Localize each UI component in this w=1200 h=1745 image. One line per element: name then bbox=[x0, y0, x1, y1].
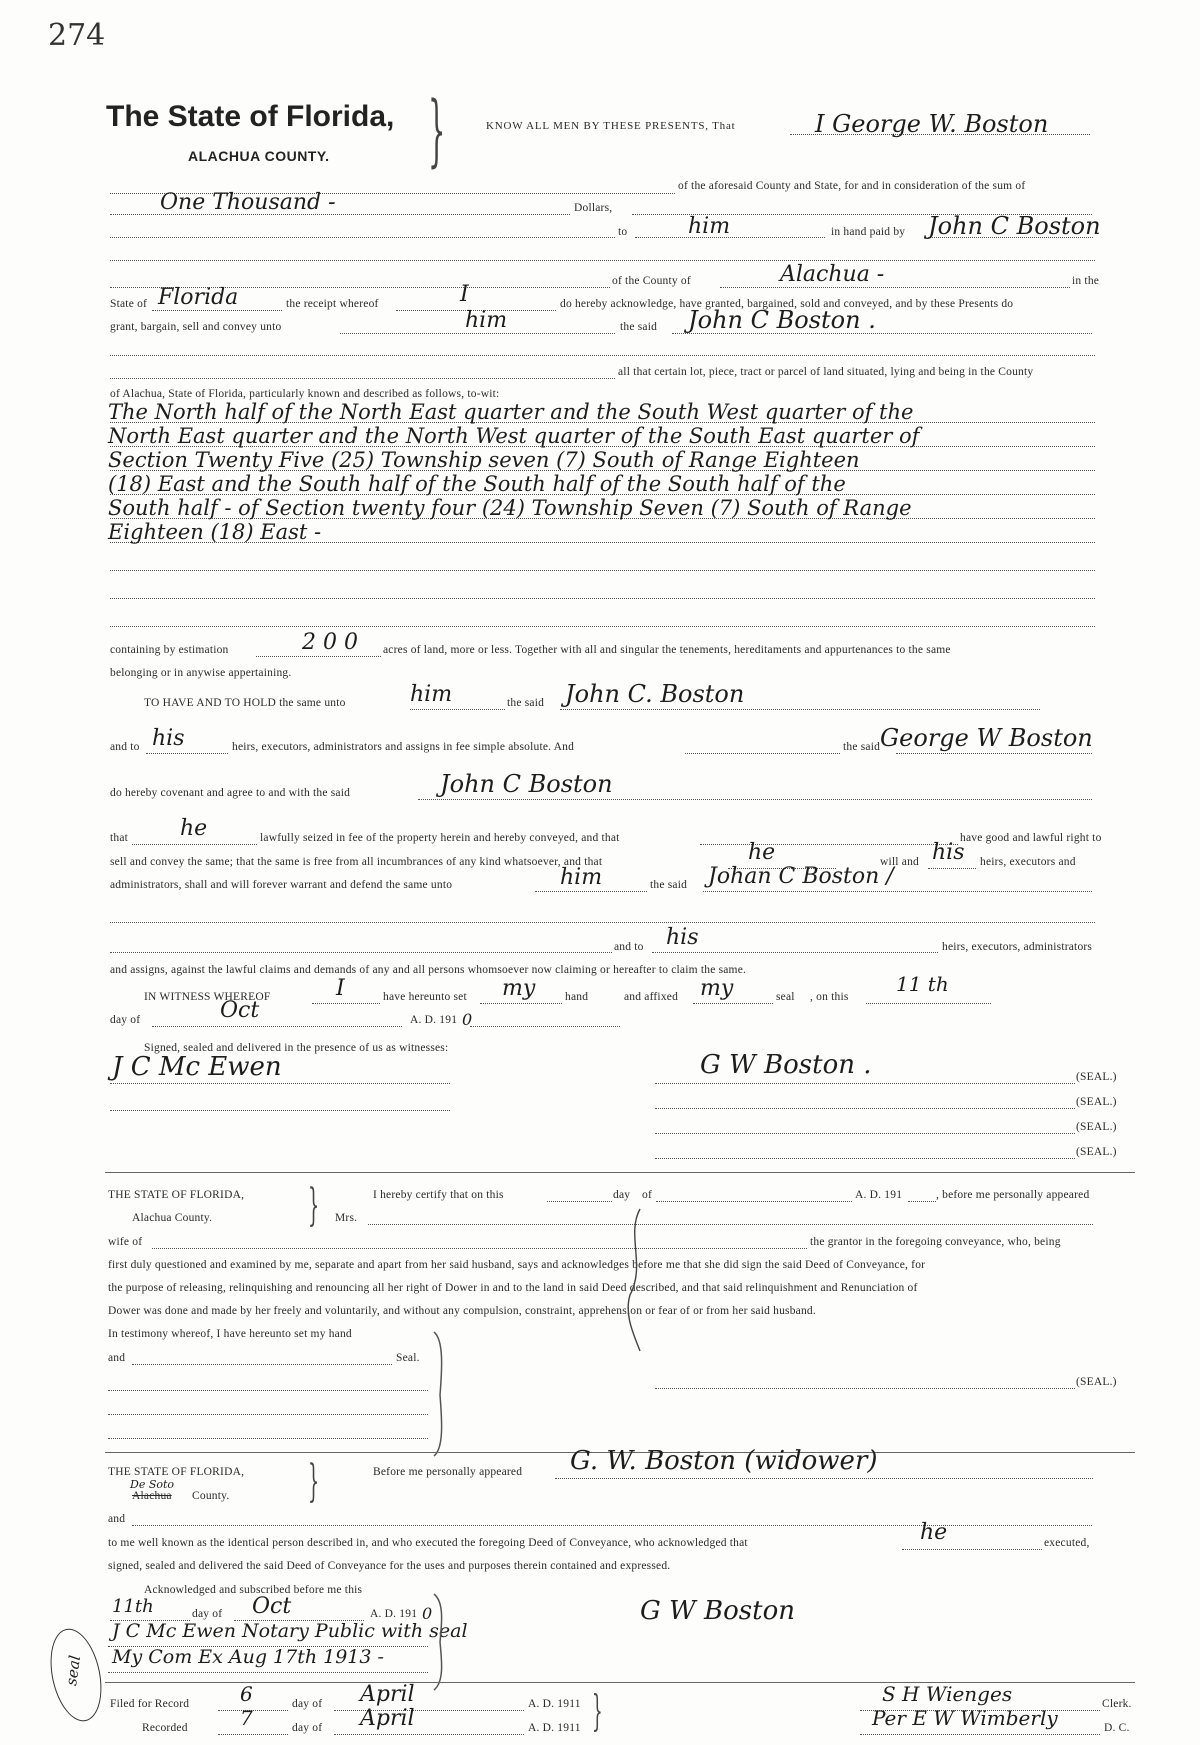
signature-line bbox=[655, 1158, 1075, 1159]
ack-month-handwriting: Oct bbox=[252, 1594, 292, 1619]
and-to2-line bbox=[652, 952, 938, 953]
and-said-handwriting: George W Boston bbox=[880, 724, 1093, 752]
know-all-text: KNOW ALL MEN BY THESE PRESENTS, That bbox=[486, 120, 736, 132]
ack-county-handwriting: De Soto bbox=[130, 1478, 175, 1491]
will-and-text: will and bbox=[880, 856, 919, 868]
dower-county: Alachua County. bbox=[132, 1212, 213, 1224]
sell-line2 bbox=[928, 868, 976, 869]
month-line bbox=[152, 1026, 402, 1027]
fill-line bbox=[110, 355, 1095, 356]
and-to-line bbox=[146, 753, 228, 754]
admin-line bbox=[535, 891, 647, 892]
ack-brace-right bbox=[430, 1592, 450, 1692]
recorded-day-handwriting: 7 bbox=[240, 1706, 253, 1730]
fill-line bbox=[700, 844, 958, 845]
ack-county: County. bbox=[192, 1490, 230, 1502]
ack-ad: A. D. 191 bbox=[370, 1608, 418, 1620]
fill-line bbox=[108, 1438, 428, 1439]
admin-name-handwriting: Johan C Boston / bbox=[708, 864, 894, 889]
filed-day-line bbox=[218, 1710, 288, 1711]
acres-handwriting: 2 0 0 bbox=[302, 630, 358, 655]
that-text: that bbox=[110, 832, 129, 844]
section-divider bbox=[105, 1172, 1135, 1173]
witness1-line bbox=[110, 1083, 450, 1084]
of-county-text: of the County of bbox=[612, 275, 691, 287]
witness-handwriting: I bbox=[336, 976, 345, 1001]
heirs-exec-and-text: heirs, executors and bbox=[980, 856, 1076, 868]
dollars-text: Dollars, bbox=[574, 202, 613, 214]
notary-seal-text: seal bbox=[62, 1654, 85, 1687]
and-to2-text: and to bbox=[614, 941, 644, 953]
filed-text: Filed for Record bbox=[110, 1698, 190, 1710]
aforesaid-text: of the aforesaid County and State, for and in consideration of the sum of bbox=[678, 180, 1026, 192]
my2-handwriting: my bbox=[700, 976, 734, 1001]
covenant-text: do hereby covenant and agree to and with the said bbox=[110, 787, 351, 799]
description-line: Eighteen (18) East - bbox=[108, 520, 322, 544]
fill-line bbox=[368, 1224, 1093, 1225]
ack-brace: } bbox=[308, 1456, 320, 1507]
and-to-text: and to bbox=[110, 741, 140, 753]
day-of-text: day of bbox=[110, 1014, 141, 1026]
assigns-text: and assigns, against the lawful claims and demands of any and all persons whomsoever now claiming or hereafter to claim the same. bbox=[110, 964, 747, 976]
and-said-text: the said bbox=[843, 741, 881, 753]
state-line bbox=[152, 310, 282, 311]
seal-label: (SEAL.) bbox=[1076, 1121, 1117, 1133]
covenant-line bbox=[418, 799, 1092, 800]
state-handwriting: Florida bbox=[158, 285, 239, 310]
in-the-text: in the bbox=[1072, 275, 1100, 287]
have-said-text: the said bbox=[507, 697, 545, 709]
dower-margin-mark bbox=[622, 1205, 652, 1355]
fill-line bbox=[110, 237, 615, 238]
payer-handwriting: John C Boston bbox=[928, 212, 1101, 240]
desc-line bbox=[110, 626, 1095, 627]
filed-day-of: day of bbox=[292, 1698, 323, 1710]
sell-handwriting-2: his bbox=[932, 840, 965, 865]
ack-known-text: to me well known as the identical person described in, and who executed the foregoing Deed of Conveyance, who acknowledged that bbox=[108, 1537, 748, 1549]
signature-line bbox=[655, 1133, 1075, 1134]
heirs-text: heirs, executors, administrators and assigns in fee simple absolute. And bbox=[232, 741, 575, 753]
record-brace: } bbox=[592, 1686, 603, 1735]
have-good-text: have good and lawful right to bbox=[960, 832, 1102, 844]
unto-line bbox=[340, 333, 615, 334]
state-of-text: State of bbox=[110, 298, 148, 310]
ack-appeared-handwriting: G. W. Boston (widower) bbox=[570, 1446, 878, 1476]
ad-text: A. D. 191 bbox=[410, 1014, 458, 1026]
hand-text: hand bbox=[565, 991, 589, 1003]
fill-line bbox=[547, 1201, 612, 1202]
receipt-handwriting: I bbox=[460, 282, 469, 307]
signature-line bbox=[655, 1108, 1075, 1109]
that-handwriting: he bbox=[180, 816, 208, 841]
fill-line bbox=[685, 753, 840, 754]
receipt-whereof-text: the receipt whereof bbox=[286, 298, 379, 310]
ack-day-handwriting: 11th bbox=[112, 1596, 154, 1617]
belonging-text: belonging or in anywise appertaining. bbox=[110, 667, 292, 679]
ack-signed-text: signed, sealed and delivered the said Deed of Conveyance for the uses and purposes therein contained and expressed. bbox=[108, 1560, 671, 1572]
fill-line bbox=[110, 378, 615, 379]
fill-line bbox=[132, 1525, 1092, 1526]
acres-line bbox=[256, 656, 381, 657]
fill-line bbox=[132, 1364, 392, 1365]
ack-state: THE STATE OF FLORIDA, bbox=[108, 1466, 245, 1478]
that-line bbox=[132, 844, 257, 845]
month-handwriting: Oct bbox=[220, 998, 260, 1023]
witness-whereof-text: IN WITNESS WHEREOF bbox=[144, 991, 271, 1003]
description-line: South half - of Section twenty four (24) Township Seven (7) South of Range bbox=[108, 496, 912, 520]
fill-line bbox=[108, 1414, 428, 1415]
sell-handwriting-1: he bbox=[748, 840, 776, 865]
all-that-certain-text: all that certain lot, piece, tract or parcel of land situated, lying and being in the County bbox=[618, 366, 1034, 378]
have-line bbox=[410, 709, 505, 710]
appeared-line bbox=[555, 1478, 1093, 1479]
county-handwriting: Alachua - bbox=[780, 262, 885, 287]
dower-brace: } bbox=[308, 1180, 320, 1231]
grantor-signature: G W Boston . bbox=[700, 1050, 872, 1080]
dc-label: D. C. bbox=[1104, 1722, 1130, 1734]
admin-said-text: the said bbox=[650, 879, 688, 891]
and-to2-handwriting: his bbox=[666, 925, 699, 950]
witness-line bbox=[312, 1003, 380, 1004]
sum-handwriting: One Thousand - bbox=[160, 190, 336, 215]
page-number: 274 bbox=[48, 18, 106, 53]
ack-year-handwriting: 0 bbox=[422, 1604, 433, 1623]
admin-handwriting: him bbox=[560, 865, 603, 890]
ack-and: and bbox=[108, 1513, 126, 1525]
my2-line bbox=[693, 1003, 773, 1004]
lawfully-text: lawfully seized in fee of the property herein and hereby conveyed, and that bbox=[260, 832, 620, 844]
notary-seal-stamp bbox=[43, 1624, 109, 1726]
ack-county-struck: Alachua bbox=[132, 1490, 172, 1502]
day-line bbox=[866, 1003, 991, 1004]
dower-and: and bbox=[108, 1352, 126, 1364]
ack-signature: G W Boston bbox=[640, 1596, 795, 1626]
dc-handwriting: Per E W Wimberly bbox=[872, 1706, 1058, 1730]
recorded-month-line bbox=[334, 1734, 524, 1735]
signed-sealed-text: Signed, sealed and delivered in the presence of us as witnesses: bbox=[144, 1042, 449, 1054]
recorded-ad: A. D. 1911 bbox=[528, 1722, 581, 1734]
year-handwriting: 0 bbox=[462, 1010, 473, 1029]
fill-line bbox=[110, 922, 1095, 923]
heirs-exec-admin-text: heirs, executors, administrators bbox=[942, 941, 1093, 953]
dower-mrs: Mrs. bbox=[335, 1212, 358, 1224]
ack-commission-handwriting: My Com Ex Aug 17th 1913 - bbox=[112, 1646, 384, 1668]
county-line bbox=[720, 287, 1070, 288]
sell-convey-text: sell and convey the same; that the same is free from all incumbrances of any kind whatsoever, and that bbox=[110, 856, 603, 868]
have-name-handwriting: John C. Boston bbox=[565, 680, 745, 708]
containing-text: containing by estimation bbox=[110, 644, 229, 656]
desc-line bbox=[110, 570, 1095, 571]
county-title: ALACHUA COUNTY. bbox=[188, 148, 330, 164]
fill-line bbox=[656, 1201, 852, 1202]
witness2-line bbox=[110, 1110, 450, 1111]
description-line: (18) East and the South half of the South half of the South half of the bbox=[108, 472, 846, 496]
the-said-text: the said bbox=[620, 321, 658, 333]
to-handwriting: him bbox=[688, 214, 731, 239]
and-to-handwriting: his bbox=[152, 726, 185, 751]
dower-line2: the purpose of releasing, relinquishing and renouncing all her right of Dower in and to the land in said Deed described, and that said relinquishment and Renunciation of bbox=[108, 1282, 918, 1294]
have-name-line bbox=[560, 709, 1040, 710]
dower-testimony: In testimony whereof, I have hereunto set my hand bbox=[108, 1328, 352, 1340]
dower-state: THE STATE OF FLORIDA, bbox=[108, 1189, 245, 1201]
seal-label: (SEAL.) bbox=[1076, 1096, 1117, 1108]
dower-testimony-brace bbox=[430, 1330, 450, 1460]
my-handwriting: my bbox=[502, 976, 536, 1001]
grantee-handwriting: John C Boston . bbox=[688, 306, 876, 334]
fill-line bbox=[108, 1672, 428, 1673]
have-handwriting: him bbox=[410, 682, 453, 707]
acknowledge-text: do hereby acknowledge, have granted, bargained, sold and conveyed, and by these Presents do bbox=[560, 298, 1014, 310]
fill-line bbox=[110, 952, 612, 953]
fill-line bbox=[908, 1201, 936, 1202]
filed-ad: A. D. 1911 bbox=[528, 1698, 581, 1710]
to-have-text: TO HAVE AND TO HOLD the same unto bbox=[144, 697, 346, 709]
signature-line bbox=[655, 1083, 1075, 1084]
unto-handwriting: him bbox=[465, 308, 508, 333]
fill-line bbox=[470, 1026, 620, 1027]
seal-label: (SEAL.) bbox=[1076, 1146, 1117, 1158]
state-title: The State of Florida, bbox=[106, 100, 395, 133]
ack-day-of: day of bbox=[192, 1608, 223, 1620]
recorded-month-handwriting: April bbox=[360, 1706, 415, 1731]
covenant-handwriting: John C Boston bbox=[440, 770, 613, 798]
dower-before-me: , before me personally appeared bbox=[936, 1189, 1090, 1201]
header-brace: } bbox=[428, 86, 446, 176]
clerk-label: Clerk. bbox=[1102, 1698, 1132, 1710]
ack-notary-handwriting: J C Mc Ewen Notary Public with seal bbox=[112, 1620, 468, 1642]
and-affixed-text: and affixed bbox=[624, 991, 679, 1003]
administrators-text: administrators, shall and will forever warrant and defend the same unto bbox=[110, 879, 453, 891]
description-line: The North half of the North East quarter and the South West quarter of the bbox=[108, 400, 914, 424]
of-alachua-text: of Alachua, State of Florida, particularly known and described as follows, to-wit: bbox=[110, 388, 500, 400]
dower-seal: Seal. bbox=[396, 1352, 420, 1364]
admin-name-line bbox=[703, 891, 1092, 892]
dower-line3: Dower was done and made by her freely and voluntarily, and without any compulsion, constraint, apprehension or fear of or from her said husband. bbox=[108, 1305, 816, 1317]
description-line: North East quarter and the North West quarter of the South East quarter of bbox=[108, 424, 920, 448]
known-line bbox=[902, 1549, 1042, 1550]
dower-certify: I hereby certify that on this bbox=[373, 1189, 504, 1201]
ack-acknowledged: Acknowledged and subscribed before me this bbox=[144, 1584, 363, 1596]
description-line: Section Twenty Five (25) Township seven (7) South of Range Eighteen bbox=[108, 448, 860, 472]
dower-of: of bbox=[642, 1189, 652, 1201]
ack-known-handwriting: he bbox=[920, 1520, 948, 1545]
dower-line1: first duly questioned and examined by me, separate and apart from her said husband, says and acknowledges before me that she did sign the said Deed of Conveyance, for bbox=[108, 1259, 926, 1271]
fill-line bbox=[110, 260, 1095, 261]
dower-wife-of: wife of bbox=[108, 1236, 143, 1248]
filed-day-handwriting: 6 bbox=[240, 1682, 253, 1706]
dower-grantor: the grantor in the foregoing conveyance, who, being bbox=[810, 1236, 1061, 1248]
acres-text: acres of land, more or less. Together with all and singular the tenements, hereditaments and appurtenances to the same bbox=[383, 644, 951, 656]
on-this-text: , on this bbox=[810, 991, 849, 1003]
have-hereunto-text: have hereunto set bbox=[383, 991, 467, 1003]
my-line bbox=[480, 1003, 562, 1004]
seal-label: (SEAL.) bbox=[1076, 1071, 1117, 1083]
grant-text: grant, bargain, sell and convey unto bbox=[110, 321, 282, 333]
fill-line bbox=[152, 1248, 807, 1249]
recorded-day-of: day of bbox=[292, 1722, 323, 1734]
to-text: to bbox=[618, 226, 628, 238]
in-hand-paid-text: in hand paid by bbox=[831, 226, 906, 238]
recorded-text: Recorded bbox=[142, 1722, 188, 1734]
clerk-handwriting: S H Wienges bbox=[882, 1682, 1013, 1706]
ack-before-me: Before me personally appeared bbox=[373, 1466, 523, 1478]
dower-ad: A. D. 191 bbox=[855, 1189, 903, 1201]
day-handwriting: 11 th bbox=[896, 972, 949, 996]
grantor-handwriting: I George W. Boston bbox=[815, 110, 1049, 138]
filed-month-handwriting: April bbox=[360, 1682, 415, 1707]
witness1-handwriting: J C Mc Ewen bbox=[112, 1052, 282, 1082]
dower-seal-label: (SEAL.) bbox=[1076, 1376, 1117, 1388]
ack-executed: executed, bbox=[1044, 1537, 1090, 1549]
signature-line bbox=[655, 1388, 1075, 1389]
and-said-line bbox=[896, 753, 1092, 754]
recorded-day-line bbox=[218, 1734, 288, 1735]
dower-day: day bbox=[613, 1189, 631, 1201]
fill-line bbox=[108, 1390, 428, 1391]
seal-text: seal bbox=[776, 991, 795, 1003]
desc-line bbox=[110, 598, 1095, 599]
dc-line bbox=[860, 1734, 1100, 1735]
